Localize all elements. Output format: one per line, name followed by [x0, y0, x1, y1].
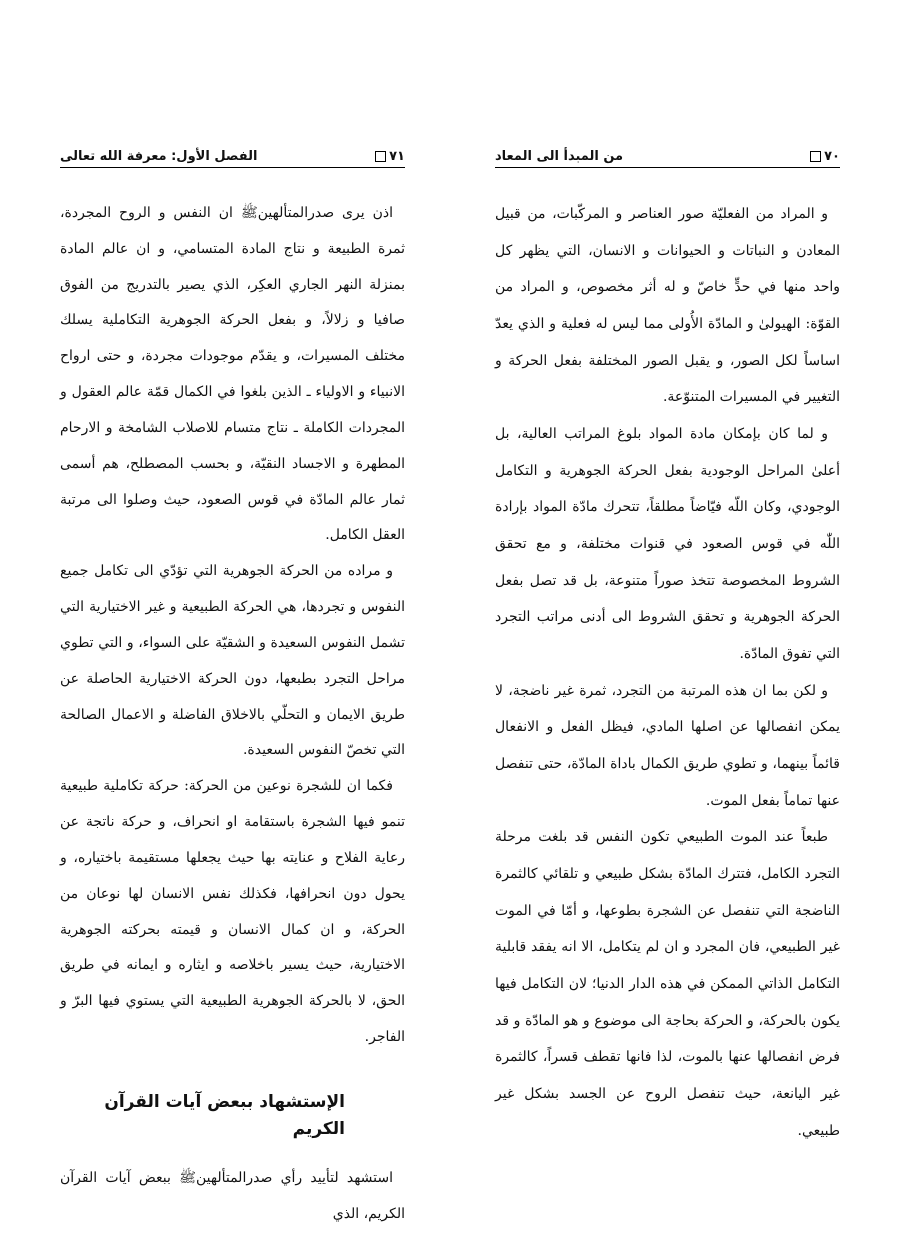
box-icon	[375, 151, 386, 162]
right-page-body	[495, 196, 840, 1149]
paragraph: و مراده من الحركة الجوهرية التي تؤدّي الى تكامل جميع النفوس و تجردها، هي الحركة الطبيعية و غير الاختيارية التي تشمل النفوس السعيدة و الشقيّة على السواء، و التي تطوي مراحل التجرد بطبعها، دون الحركة الاختيارية الحاصلة عن طريق الايمان و التحلّي بالاخلاق الفاضلة و الاعمال الصالحة التي تخصّ النفوس السعيدة.	[60, 563, 405, 759]
running-title: من المبدأ الى المعاد	[495, 149, 624, 164]
right-page	[495, 0, 840, 1200]
paragraph: و المراد من الفعليّة صور العناصر و المركّبات، من قبيل المعادن و النباتات و الحيوانات و الانسان، التي يظهر كل واحد منها في حدٍّ خاصّ و له أثر مخصوص، و المراد من القوّة: الهيولىٰ و المادّة الأُولى مما ليس له فعلية و الذي يعدّ اساساً لكل الصور، و يقبل الصور المختلفة بفعل الحركة و التغيير في المسيرات المتنوّعة.	[495, 206, 840, 406]
box-icon	[810, 151, 821, 162]
page-number: ٧١	[375, 149, 405, 164]
left-page	[60, 0, 405, 1223]
left-page-body	[60, 196, 405, 1233]
paragraph: فكما ان للشجرة نوعين من الحركة: حركة تكاملية طبيعية تنمو فيها الشجرة باستقامة او انحراف، و حركة ناتجة عن رعاية الفلاح و عنايته بها حيث يجعلها مستقيمة باختياره، و يحول دون انحرافها، فكذلك نفس الانسان لها نوعان من الحركة، و ان كمال الانسان و قيمته بحركته الجوهرية الاختيارية، حيث يسير باخلاصه و ايثاره و ايمانه في طريق الحق، لا بالحركة الجوهرية الطبيعية التي يستوي فيها البرّ و الفاجر.	[60, 778, 405, 1046]
paragraph: استشهد لتأييد رأي صدرالمتألهينﷺ ببعض آيات القرآن الكريم، الذي	[60, 1170, 405, 1223]
paragraph: اذن يرى صدرالمتألهينﷺ ان النفس و الروح المجردة، ثمرة الطبيعة و نتاج المادة المتسامي، و ان عالم المادة بمنزلة النهر الجاري العكِر، الذي يصير بالتدريج من الفوق صافيا و زلالاً، و بفعل الحركة الجوهرية التكاملية يسلك مختلف المسيرات، و يقدّم موجودات مجردة، و حتى ارواح الانبياء و الاولياء ـ الذين بلغوا في الكمال قمّة عالم العقول و المجردات الكاملة ـ نتاج متسام للاصلاب الشامخة و الارحام المطهرة و الاجساد النقيّة، و بحسب المصطلح، هم أسمى ثمار عالم المادّة في قوس الصعود، حيث وصلوا الى مرتبة العقل الكامل.	[60, 205, 405, 544]
page-number: ٧٠	[810, 149, 840, 164]
paragraph: طبعاً عند الموت الطبيعي تكون النفس قد بلغت مرحلة التجرد الكامل، فتترك المادّة بشكل طبيعي و تلقائي كالثمرة الناضجة التي تنفصل عن الشجرة بطوعها، و أمّا في الموت غير الطبيعي، فان المجرد و ان لم يتكامل، الا انه يفقد قابلية التكامل الذاتي الممكن في هذه الدار الدنيا؛ لان التكامل فيها يكون بالحركة، و الحركة بحاجة الى موضوع و هو المادّة و قد فرض انفصالها عنها بالموت، لذا فانها تقطف قسراً، كالثمرة غير اليانعة، حيث تنفصل الروح عن الجسد بشكل غير طبيعي.	[495, 829, 840, 1139]
running-title: الفصل الأول: معرفة الله تعالى	[60, 149, 258, 164]
section-heading: الإستشهاد ببعض آيات القرآن الكريم	[104, 1091, 345, 1140]
paragraph: و لكن بما ان هذه المرتبة من التجرد، ثمرة غير ناضجة، لا يمكن انفصالها عن اصلها المادي، فيظل الفعل و الانفعال قائماً بينهما، و تطوي طريق الكمال باداة المادّة، حتى تنفصل عنها تماماً بفعل الموت.	[495, 682, 840, 809]
paragraph: و لما كان بإمكان مادة المواد بلوغ المراتب العالية، بل أعلىٰ المراحل الوجودية بفعل الحركة الجوهرية و التكامل الوجودي، وكان اللّه فيّاضاً مطلقاً، تتحرك مادّة المواد بإرادة اللّٰه في قوس الصعود في قنوات مختلفة، و مع تحقق الشروط المخصوصة تتخذ صوراً متنوعة، بل قد تصل بفعل الحركة الجوهرية و تحقق الشروط الى أدنى مراتب التجرد التي تفوق المادّة.	[495, 426, 840, 663]
right-page-header	[495, 138, 840, 168]
left-page-header	[60, 138, 405, 168]
